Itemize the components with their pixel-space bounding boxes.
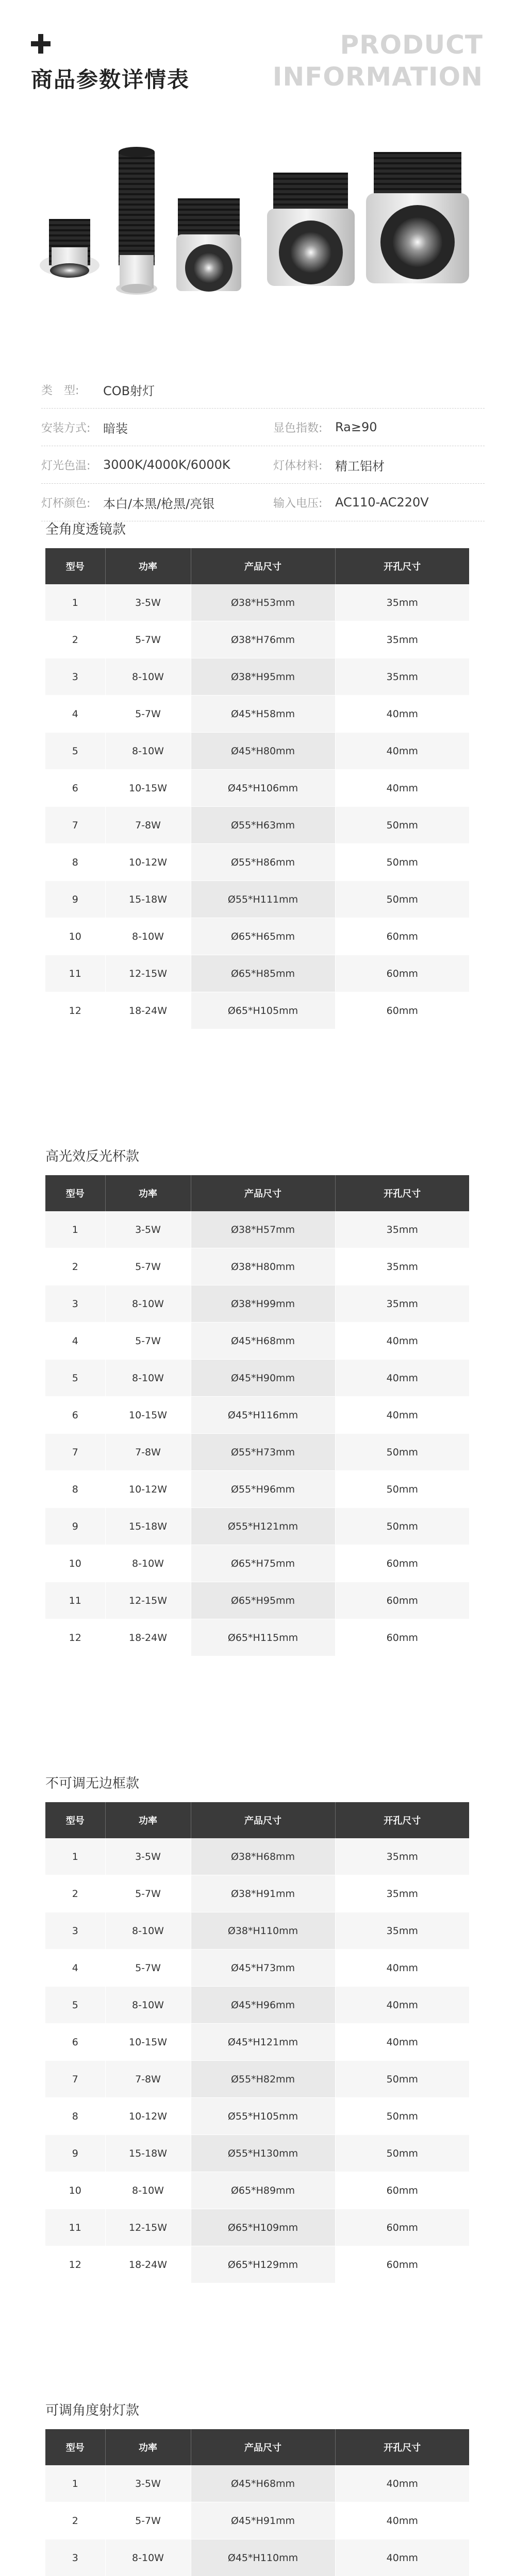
table-cell: 15-18W [105,2135,191,2172]
table-row [45,2061,469,2098]
table-row [45,992,469,1029]
column-header: 产品尺寸 [191,2429,335,2465]
table-header-row [45,548,469,584]
table-row [45,807,469,844]
table-cell: 40mm [335,1323,469,1360]
table-cell: 8 [45,1471,105,1508]
section-title: 全角度透镜款 [45,522,126,537]
table-cell: Ø55*H86mm [191,844,335,881]
table-cell: 7-8W [105,1434,191,1471]
table-row [45,1508,469,1545]
table-cell: 40mm [335,1987,469,2024]
table-cell: Ø55*H96mm [191,1471,335,1508]
table-cell: Ø45*H110mm [191,2539,335,2576]
table-row [45,2246,469,2283]
table-cell: 5-7W [105,1875,191,1912]
spec-label: 灯体材料: [273,459,323,472]
spec-row [41,484,485,521]
table-cell: Ø55*H105mm [191,2098,335,2135]
column-header: 功率 [105,1802,191,1838]
column-header: 型号 [45,1802,105,1838]
table-cell: Ø45*H91mm [191,2502,335,2539]
table-cell: 12-15W [105,1582,191,1619]
table-row [45,1912,469,1950]
table-cell: Ø65*H109mm [191,2209,335,2246]
table-cell: Ø45*H58mm [191,696,335,733]
table-cell: Ø55*H73mm [191,1434,335,1471]
table-cell: 3 [45,658,105,696]
table-cell: 3-5W [105,1211,191,1248]
table-row [45,584,469,621]
table-cell: 3 [45,1912,105,1950]
table-cell: 5-7W [105,1950,191,1987]
table-cell: 7 [45,1434,105,1471]
table-cell: Ø38*H110mm [191,1912,335,1950]
table-cell: Ø45*H116mm [191,1397,335,1434]
table-cell: 50mm [335,2135,469,2172]
table-row [45,658,469,696]
table-cell: Ø45*H96mm [191,1987,335,2024]
spec-item [263,419,485,435]
table-cell: 8-10W [105,733,191,770]
spec-label: 安装方式: [41,421,91,435]
table-cell: 35mm [335,1211,469,1248]
spec-table [45,1175,469,1656]
table-cell: 35mm [335,1838,469,1875]
table-cell: Ø38*H99mm [191,1285,335,1323]
page-title: 商品参数详情表 [31,67,190,92]
table-cell: 60mm [335,1545,469,1582]
spec-section [45,1146,469,1656]
table-cell: 5-7W [105,2502,191,2539]
table-cell: Ø38*H95mm [191,658,335,696]
table-cell: 12-15W [105,2209,191,2246]
table-cell: 6 [45,1397,105,1434]
table-cell: 18-24W [105,992,191,1029]
table-cell: 3 [45,1285,105,1323]
table-cell: 40mm [335,733,469,770]
table-cell: 6 [45,2024,105,2061]
table-cell: Ø45*H106mm [191,770,335,807]
table-cell: Ø45*H121mm [191,2024,335,2061]
table-cell: 7-8W [105,2061,191,2098]
table-cell: Ø45*H80mm [191,733,335,770]
table-row [45,1471,469,1508]
table-row [45,2098,469,2135]
table-cell: Ø38*H76mm [191,621,335,658]
table-row [45,2502,469,2539]
spec-label: 输入电压: [273,497,323,510]
table-cell: 50mm [335,1471,469,1508]
table-cell: Ø38*H91mm [191,1875,335,1912]
spec-item [263,495,485,511]
table-cell: 40mm [335,1360,469,1397]
table-cell: 60mm [335,918,469,955]
table-cell: 7-8W [105,807,191,844]
table-cell: 11 [45,1582,105,1619]
table-cell: 10 [45,2172,105,2209]
table-row [45,1285,469,1323]
column-header: 功率 [105,1175,191,1211]
table-row [45,733,469,770]
table-cell: 1 [45,584,105,621]
table-header-row [45,2429,469,2465]
table-row [45,1582,469,1619]
table-cell: 8-10W [105,2539,191,2576]
table-cell: 60mm [335,1582,469,1619]
table-cell: 3-5W [105,1838,191,1875]
table-cell: 8-10W [105,1987,191,2024]
table-row [45,621,469,658]
table-cell: 9 [45,2135,105,2172]
spec-item [263,456,485,474]
table-cell: 40mm [335,2539,469,2576]
table-cell: Ø38*H80mm [191,1248,335,1285]
table-row [45,770,469,807]
table-cell: Ø65*H65mm [191,918,335,955]
spec-section [45,519,469,1029]
table-cell: 50mm [335,1434,469,1471]
table-cell: Ø45*H68mm [191,2465,335,2502]
spec-table [45,2429,469,2576]
table-cell: 5-7W [105,1323,191,1360]
table-cell: Ø38*H53mm [191,584,335,621]
table-header-row [45,1175,469,1211]
table-cell: 2 [45,2502,105,2539]
table-cell: 10 [45,918,105,955]
table-cell: 6 [45,770,105,807]
table-cell: 5 [45,733,105,770]
table-row [45,696,469,733]
table-row [45,1545,469,1582]
column-header: 型号 [45,1175,105,1211]
table-cell: 2 [45,1248,105,1285]
table-row [45,1619,469,1656]
spec-grid [41,371,485,521]
product-medium-downlight [176,198,241,292]
column-header: 产品尺寸 [191,548,335,584]
column-header: 产品尺寸 [191,1175,335,1211]
table-row [45,1397,469,1434]
table-row [45,2024,469,2061]
spec-section [45,2400,469,2576]
table-cell: 50mm [335,1508,469,1545]
column-header: 型号 [45,548,105,584]
table-cell: 10-15W [105,1397,191,1434]
spec-section [45,1773,469,2283]
table-cell: 40mm [335,770,469,807]
table-cell: 35mm [335,658,469,696]
spec-label: 显色指数: [273,421,323,435]
table-cell: 3-5W [105,584,191,621]
product-small-downlight [40,219,99,278]
table-cell: 35mm [335,621,469,658]
table-cell: Ø65*H129mm [191,2246,335,2283]
table-cell: Ø65*H105mm [191,992,335,1029]
table-cell: 10 [45,1545,105,1582]
table-cell: Ø65*H75mm [191,1545,335,1582]
spec-label: 灯杯颜色: [41,497,91,510]
table-cell: 60mm [335,2246,469,2283]
table-cell: 40mm [335,1950,469,1987]
table-cell: 3-5W [105,2465,191,2502]
table-cell: 50mm [335,2098,469,2135]
table-cell: Ø55*H130mm [191,2135,335,2172]
table-row [45,2465,469,2502]
table-cell: 60mm [335,1619,469,1656]
table-row [45,2539,469,2576]
product-tall-downlight [116,147,157,295]
table-cell: 4 [45,1323,105,1360]
product-large-downlight [267,173,355,286]
column-header: 功率 [105,548,191,584]
spec-item [41,457,263,473]
plus-icon [31,34,51,54]
table-cell: 8-10W [105,1360,191,1397]
spec-item [41,418,263,436]
table-cell: 18-24W [105,1619,191,1656]
column-header: 开孔尺寸 [335,548,469,584]
table-cell: 9 [45,881,105,918]
table-cell: 1 [45,2465,105,2502]
spec-label: 类 型: [41,384,79,397]
spec-item [41,494,263,512]
table-cell: 50mm [335,881,469,918]
table-cell: 60mm [335,2209,469,2246]
table-cell: Ø38*H57mm [191,1211,335,1248]
table-cell: 2 [45,1875,105,1912]
table-cell: 35mm [335,1875,469,1912]
section-title: 高光效反光杯款 [45,1149,140,1164]
table-row [45,844,469,881]
table-cell: 8 [45,2098,105,2135]
table-cell: Ø65*H85mm [191,955,335,992]
section-title: 不可调无边框款 [45,1776,140,1791]
table-cell: 5-7W [105,696,191,733]
table-row [45,1987,469,2024]
table-cell: 9 [45,1508,105,1545]
spec-label: 灯光色温: [41,459,91,472]
table-cell: 15-18W [105,1508,191,1545]
table-cell: 3 [45,2539,105,2576]
table-cell: 60mm [335,2172,469,2209]
table-cell: Ø65*H95mm [191,1582,335,1619]
table-cell: 8-10W [105,658,191,696]
table-cell: 60mm [335,992,469,1029]
product-largest-downlight [366,152,469,283]
column-header: 开孔尺寸 [335,1802,469,1838]
spec-row [41,371,485,409]
table-cell: Ø55*H82mm [191,2061,335,2098]
table-cell: 1 [45,1211,105,1248]
table-cell: 50mm [335,2061,469,2098]
table-cell: 5 [45,1987,105,2024]
section-title: 可调角度射灯款 [45,2403,140,2418]
table-cell: 11 [45,955,105,992]
table-cell: 5-7W [105,1248,191,1285]
spec-row [41,446,485,484]
table-row [45,1323,469,1360]
table-cell: 50mm [335,844,469,881]
table-row [45,2135,469,2172]
english-title: PRODUCT INFORMATION [272,30,483,92]
table-cell: Ø65*H115mm [191,1619,335,1656]
spec-value: AC110-AC220V [335,495,429,510]
table-cell: Ø45*H68mm [191,1323,335,1360]
table-row [45,881,469,918]
table-cell: 8-10W [105,918,191,955]
spec-table [45,548,469,1029]
product-hero-image [31,116,485,348]
table-cell: 35mm [335,1248,469,1285]
table-cell: 40mm [335,696,469,733]
table-cell: 10-12W [105,2098,191,2135]
table-cell: 7 [45,807,105,844]
table-cell: 35mm [335,584,469,621]
spec-item [41,381,263,399]
column-header: 型号 [45,2429,105,2465]
table-row [45,2209,469,2246]
spec-table [45,1802,469,2283]
spec-value: 本白/本黑/枪黑/亮银 [103,496,215,511]
table-row [45,1950,469,1987]
table-cell: 8-10W [105,1545,191,1582]
table-cell: 12 [45,1619,105,1656]
column-header: 产品尺寸 [191,1802,335,1838]
table-cell: 1 [45,1838,105,1875]
table-cell: Ø45*H73mm [191,1950,335,1987]
table-cell: 8-10W [105,1912,191,1950]
table-cell: 10-15W [105,2024,191,2061]
table-cell: 5 [45,1360,105,1397]
table-cell: 11 [45,2209,105,2246]
spec-value: 3000K/4000K/6000K [103,457,230,472]
table-cell: 12 [45,992,105,1029]
table-row [45,1875,469,1912]
spec-value: COB射灯 [103,383,155,398]
spec-value: 暗装 [103,421,128,436]
table-cell: 40mm [335,2502,469,2539]
spec-value: Ra≥90 [335,420,377,434]
table-row [45,1434,469,1471]
table-cell: Ø38*H68mm [191,1838,335,1875]
column-header: 功率 [105,2429,191,2465]
spec-value: 精工铝材 [335,459,385,473]
table-cell: 50mm [335,807,469,844]
spec-row [41,409,485,446]
table-header-row [45,1802,469,1838]
table-cell: 10-12W [105,844,191,881]
table-cell: Ø55*H63mm [191,807,335,844]
table-cell: 8 [45,844,105,881]
table-cell: 8-10W [105,1285,191,1323]
table-cell: 12 [45,2246,105,2283]
table-cell: Ø55*H111mm [191,881,335,918]
table-cell: 60mm [335,955,469,992]
table-cell: 40mm [335,1397,469,1434]
table-cell: 18-24W [105,2246,191,2283]
table-cell: Ø65*H89mm [191,2172,335,2209]
table-cell: 7 [45,2061,105,2098]
table-cell: 4 [45,696,105,733]
column-header: 开孔尺寸 [335,2429,469,2465]
table-cell: 8-10W [105,2172,191,2209]
table-cell: 10-15W [105,770,191,807]
table-cell: 35mm [335,1912,469,1950]
table-cell: 12-15W [105,955,191,992]
table-cell: 10-12W [105,1471,191,1508]
table-cell: 40mm [335,2024,469,2061]
table-row [45,918,469,955]
table-cell: Ø55*H121mm [191,1508,335,1545]
table-cell: 15-18W [105,881,191,918]
table-row [45,1838,469,1875]
table-row [45,2172,469,2209]
table-row [45,955,469,992]
table-cell: Ø45*H90mm [191,1360,335,1397]
table-row [45,1360,469,1397]
table-cell: 4 [45,1950,105,1987]
table-cell: 40mm [335,2465,469,2502]
table-cell: 5-7W [105,621,191,658]
table-cell: 35mm [335,1285,469,1323]
table-row [45,1211,469,1248]
column-header: 开孔尺寸 [335,1175,469,1211]
table-row [45,1248,469,1285]
table-cell: 2 [45,621,105,658]
